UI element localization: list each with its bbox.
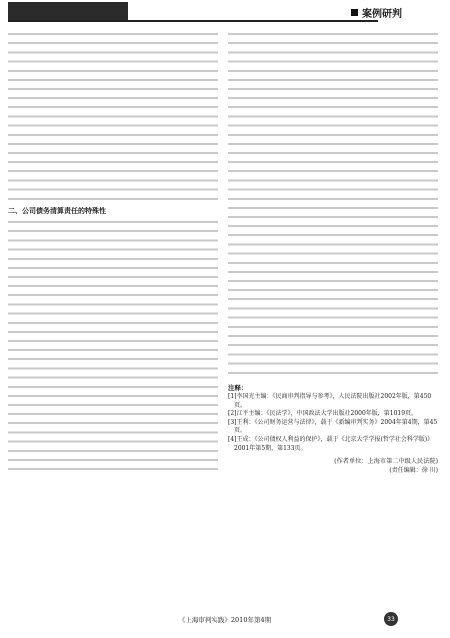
square-bullet-icon [351,9,358,16]
left-paragraph-4 [8,218,218,282]
left-paragraph-2 [8,94,218,158]
column-name: 案例研判 [362,9,402,20]
page-header [0,0,450,26]
section-heading: 二、公司债务清算责任的特殊性 [8,206,106,215]
responsible-editor: (责任编辑：徐 川) [389,467,438,475]
left-paragraph-5 [8,282,218,346]
left-paragraph-3 [8,158,218,204]
column-tag [351,5,402,20]
left-paragraph-6 [8,346,218,410]
author-affiliation: (作者单位：上海市第二中级人民法院) [334,458,438,466]
left-paragraph-7 [8,410,218,474]
right-paragraph-3 [228,158,438,222]
footnote-1: [1]李国光主编：《民商审判指导与参考》，人民法院出版社2002年版，第450页。 [228,393,432,409]
header-logo-block [8,2,128,20]
left-column [8,30,218,610]
footnotes-title: 注释： [228,384,248,392]
footnote-3: [3]王利：《公司财务运营与法律》，载于《新编审判实务》2004年第4期，第45页。 [228,418,438,435]
journal-issue: 《上海审判实践》2010年第4期 [178,616,272,624]
footnotes [228,384,438,453]
right-paragraph-1 [228,30,438,94]
page-footer [0,615,450,624]
right-paragraph-6 [228,332,438,378]
header-rule [8,20,378,22]
right-paragraph-2 [228,94,438,158]
footnote-2: [2]江平主编：《民法学》，中国政法大学出版社2000年版，第1019页。 [228,410,418,418]
page-number: 33 [384,612,398,626]
article-body [8,30,438,610]
right-paragraph-4 [228,222,438,286]
left-paragraph-1 [8,30,218,94]
right-column [228,30,438,610]
footnote-4: [4]王成：《公司债权人利益的保护》，载于《北京大学学报(哲学社会科学版)》2001年第5期，第133页。 [228,435,434,452]
right-paragraph-5 [228,286,438,332]
